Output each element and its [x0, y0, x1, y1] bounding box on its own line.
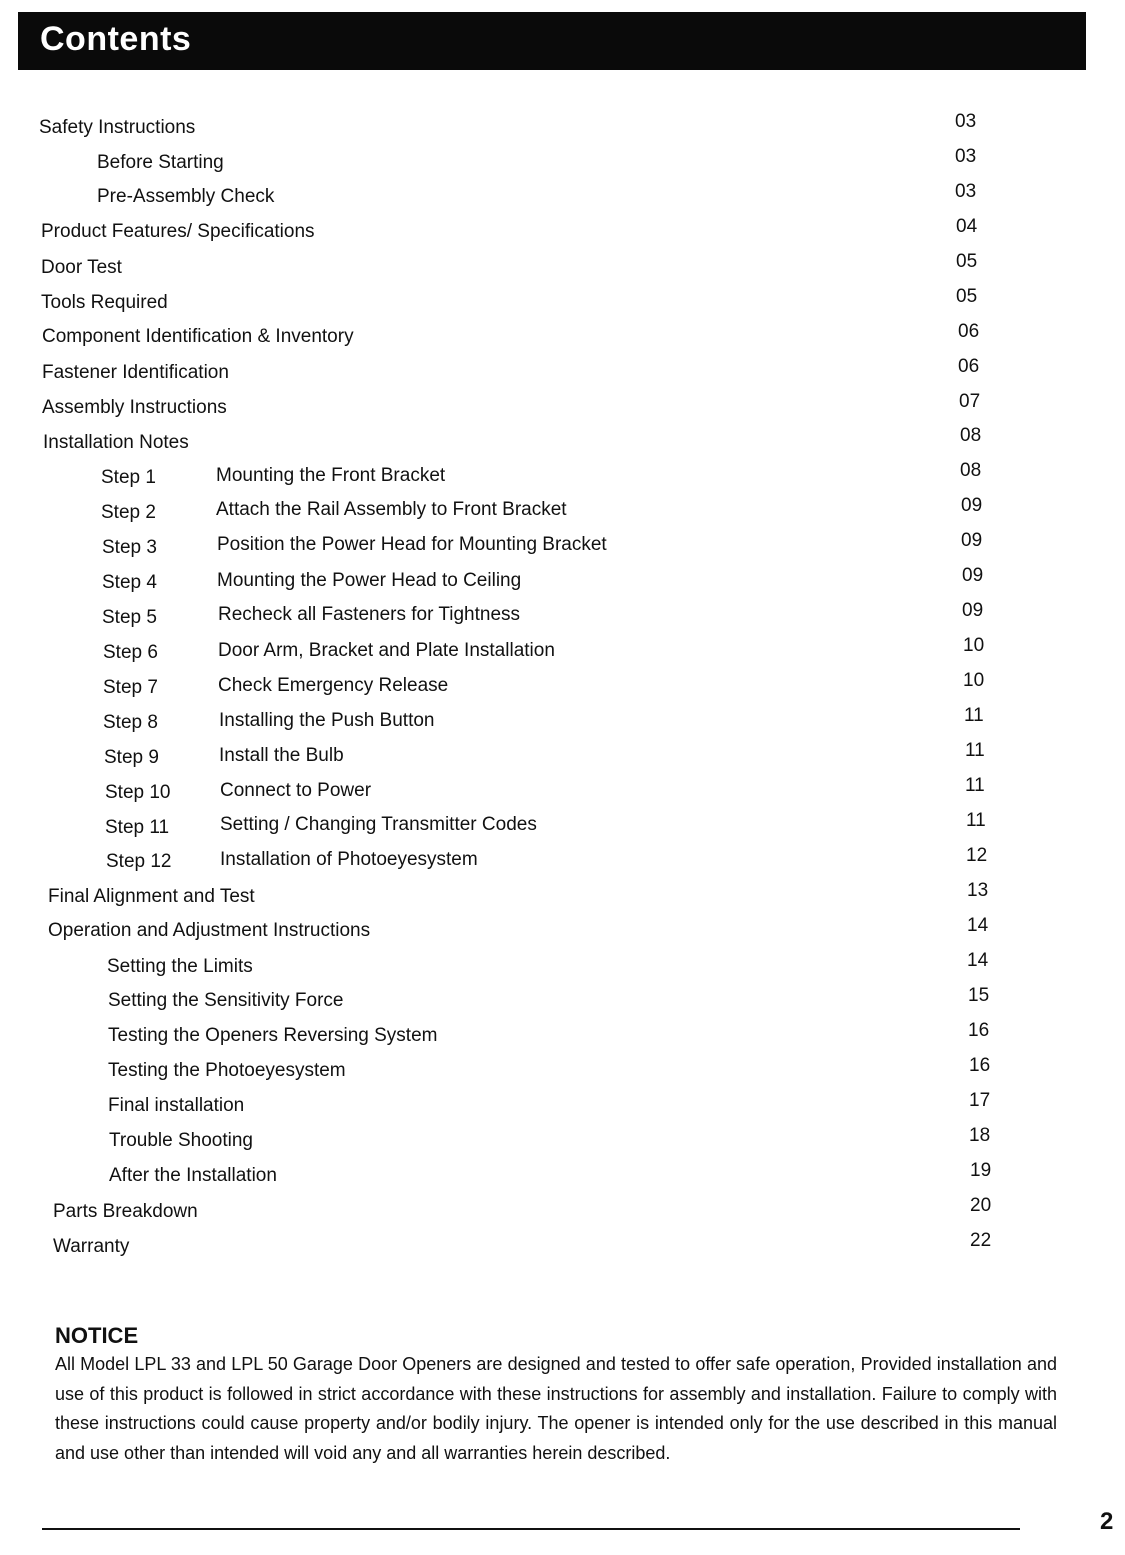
toc-entry-safety-instructions[interactable]: Safety Instructions	[39, 117, 196, 138]
contents-header-bar	[18, 12, 1086, 70]
toc-page: 04	[956, 216, 978, 237]
toc-entry-step-4[interactable]: Mounting the Power Head to Ceiling	[217, 570, 522, 591]
toc-page: 08	[960, 425, 982, 446]
toc-step-label: Step 9	[104, 747, 159, 768]
notice-heading: NOTICE	[55, 1323, 139, 1348]
toc-entry-reversing-system[interactable]: Testing the Openers Reversing System	[108, 1025, 438, 1046]
toc-entry-step-6[interactable]: Door Arm, Bracket and Plate Installation	[218, 640, 555, 661]
toc-entry-final-installation[interactable]: Final installation	[108, 1095, 245, 1116]
page-title: Contents	[40, 20, 192, 58]
toc-entry-step-1[interactable]: Mounting the Front Bracket	[216, 465, 446, 486]
toc-entry-parts-breakdown[interactable]: Parts Breakdown	[53, 1201, 198, 1222]
toc-page: 11	[966, 810, 986, 831]
toc-entry-operation-adjustment[interactable]: Operation and Adjustment Instructions	[48, 920, 371, 941]
toc-page: 09	[961, 530, 983, 551]
toc-step-label: Step 12	[106, 851, 172, 872]
page-number: 2	[1100, 1508, 1114, 1535]
toc-page: 14	[967, 950, 989, 971]
toc-page: 12	[966, 845, 988, 866]
toc-entry-pre-assembly-check[interactable]: Pre-Assembly Check	[97, 186, 275, 207]
toc-entry-before-starting[interactable]: Before Starting	[97, 152, 224, 173]
toc-page: 16	[968, 1020, 990, 1041]
toc-page: 11	[964, 705, 984, 726]
toc-entry-setting-limits[interactable]: Setting the Limits	[107, 956, 253, 977]
toc-page: 05	[956, 286, 978, 307]
toc-page: 17	[969, 1090, 991, 1111]
toc-page: 13	[967, 880, 989, 901]
toc-entry-trouble-shooting[interactable]: Trouble Shooting	[109, 1130, 254, 1151]
toc-step-label: Step 8	[103, 712, 158, 733]
toc-entry-warranty[interactable]: Warranty	[53, 1236, 130, 1257]
toc-page: 19	[970, 1160, 992, 1181]
toc-page: 05	[956, 251, 978, 272]
toc-page: 03	[955, 111, 977, 132]
toc-page: 03	[955, 181, 977, 202]
toc-entry-fastener-identification[interactable]: Fastener Identification	[42, 362, 229, 383]
toc-entry-step-8[interactable]: Installing the Push Button	[219, 710, 435, 731]
toc-page: 18	[969, 1125, 991, 1146]
toc-page: 08	[960, 460, 982, 481]
toc-entry-tools-required[interactable]: Tools Required	[41, 292, 168, 313]
toc-step-label: Step 7	[103, 677, 158, 698]
toc-page: 11	[965, 740, 985, 761]
toc-entry-step-9[interactable]: Install the Bulb	[219, 745, 344, 766]
toc-page: 09	[962, 565, 984, 586]
toc-step-label: Step 2	[101, 502, 156, 523]
toc-entry-testing-photoeye[interactable]: Testing the Photoeyesystem	[108, 1060, 346, 1081]
toc-step-label: Step 10	[105, 782, 171, 803]
toc-entry-installation-notes[interactable]: Installation Notes	[43, 432, 189, 453]
toc-page: 06	[958, 321, 980, 342]
toc-page: 09	[961, 495, 983, 516]
toc-page: 20	[970, 1195, 992, 1216]
toc-page: 22	[970, 1230, 992, 1251]
toc-page: 10	[963, 635, 985, 656]
toc-entry-step-12[interactable]: Installation of Photoeyesystem	[220, 849, 478, 870]
toc-page: 16	[969, 1055, 991, 1076]
toc-page: 07	[959, 391, 981, 412]
toc-page: 03	[955, 146, 977, 167]
toc-page: 15	[968, 985, 990, 1006]
toc-entry-component-identification[interactable]: Component Identification & Inventory	[42, 326, 354, 347]
toc-entry-step-11[interactable]: Setting / Changing Transmitter Codes	[220, 814, 537, 835]
toc-step-label: Step 11	[105, 817, 170, 838]
toc-step-label: Step 3	[102, 537, 157, 558]
footer-divider	[42, 1528, 1020, 1530]
toc-entry-product-features[interactable]: Product Features/ Specifications	[41, 221, 315, 242]
toc-entry-step-3[interactable]: Position the Power Head for Mounting Bracket	[217, 534, 607, 555]
toc-step-label: Step 1	[101, 467, 156, 488]
toc-step-label: Step 5	[102, 607, 157, 628]
toc-step-label: Step 6	[103, 642, 158, 663]
toc-page: 10	[963, 670, 985, 691]
toc-entry-step-2[interactable]: Attach the Rail Assembly to Front Bracket	[216, 499, 567, 520]
toc-entry-sensitivity-force[interactable]: Setting the Sensitivity Force	[108, 990, 344, 1011]
toc-entry-after-installation[interactable]: After the Installation	[109, 1165, 277, 1186]
toc-page: 06	[958, 356, 980, 377]
toc-page: 11	[965, 775, 985, 796]
toc-page: 14	[967, 915, 989, 936]
toc-entry-assembly-instructions[interactable]: Assembly Instructions	[42, 397, 227, 418]
toc-step-label: Step 4	[102, 572, 157, 593]
toc-entry-step-10[interactable]: Connect to Power	[220, 780, 372, 801]
toc-page: 09	[962, 600, 984, 621]
toc-entry-final-alignment[interactable]: Final Alignment and Test	[48, 886, 255, 907]
toc-entry-door-test[interactable]: Door Test	[41, 257, 122, 278]
notice-paragraph: All Model LPL 33 and LPL 50 Garage Door Openers are designed and tested to offer safe operation, Provided installation and use of this product is followed in strict accordance with these instructions for assembly and installation. Failure to comply with these instructions could cause property and/or bodily injury. The opener is intended only for the use described in this manual and use other than intended will void any and all warranties herein described.	[55, 1354, 1057, 1463]
toc-entry-step-5[interactable]: Recheck all Fasteners for Tightness	[218, 604, 521, 625]
toc-entry-step-7[interactable]: Check Emergency Release	[218, 675, 449, 696]
